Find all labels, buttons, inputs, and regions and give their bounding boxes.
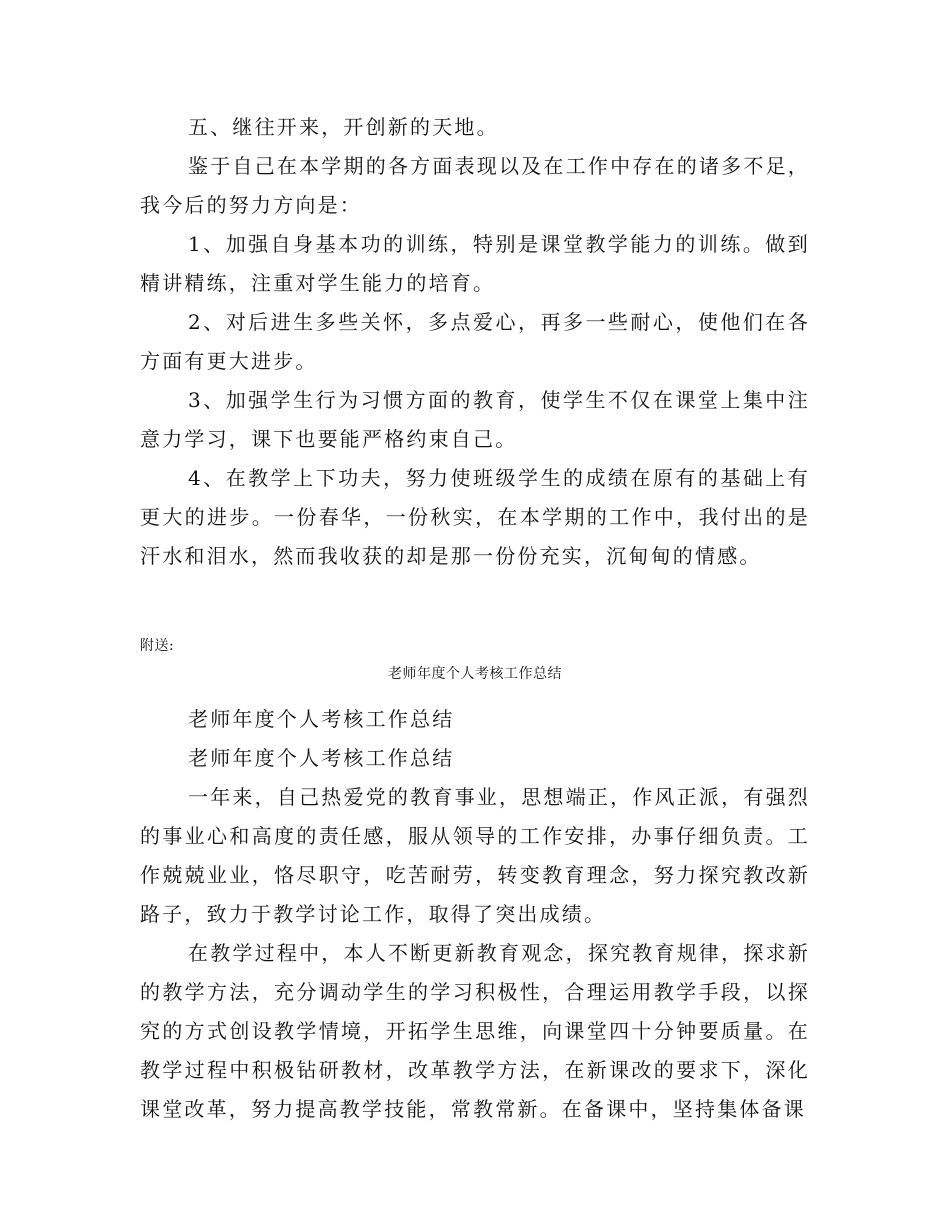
section-plans — [140, 108, 810, 576]
paragraph: 鉴于自己在本学期的各方面表现以及在工作中存在的诸多不足，我今后的努力方向是： — [140, 154, 810, 217]
paragraph: 一年来，自己热爱党的教育事业，思想端正，作风正派，有强烈的事业心和高度的责任感，服从领导的工作安排，办事仔细负责。工作兢兢业业，恪尽职守，吃苦耐劳，转变教育理念，努力探究教改新路子，致力于教学讨论工作，取得了突出成绩。 — [140, 785, 810, 926]
attachment-title: 老师年度个人考核工作总结 — [388, 666, 562, 682]
spacer — [140, 576, 810, 636]
paragraph: 在教学过程中，本人不断更新教育观念，探究教育规律，探求新的教学方法，充分调动学生的学习积极性，合理运用教学手段，以探究的方式创设教学情境，开拓学生思维，向课堂四十分钟要质量。在教学过程中积极钻研教材，改革教学方法，在新课改的要求下，深化课堂改革，努力提高教学技能，常教常新。在备课中，坚持集体备课 — [140, 941, 810, 1121]
paragraph: 老师年度个人考核工作总结 — [188, 746, 455, 770]
paragraph: 老师年度个人考核工作总结 — [188, 707, 455, 731]
list-item: 4、在教学上下功夫，努力使班级学生的成绩在原有的基础上有更大的进步。一份春华，一份秋实，在本学期的工作中，我付出的是汗水和泪水，然而我收获的却是那一份份充实，沉甸甸的情感。 — [140, 466, 810, 568]
section-summary — [140, 700, 810, 1129]
attachment-label: 附送: — [140, 638, 175, 654]
list-item: 3、加强学生行为习惯方面的教育，使学生不仅在课堂上集中注意力学习，课下也要能严格约束自己。 — [140, 388, 810, 451]
list-item: 1、加强自身基本功的训练，特别是课堂教学能力的训练。做到精讲精练，注重对学生能力的培育。 — [140, 232, 810, 295]
list-item: 2、对后进生多些关怀，多点爱心，再多一些耐心，使他们在各方面有更大进步。 — [140, 310, 810, 373]
section-heading: 五、继往开来，开创新的天地。 — [188, 115, 499, 139]
